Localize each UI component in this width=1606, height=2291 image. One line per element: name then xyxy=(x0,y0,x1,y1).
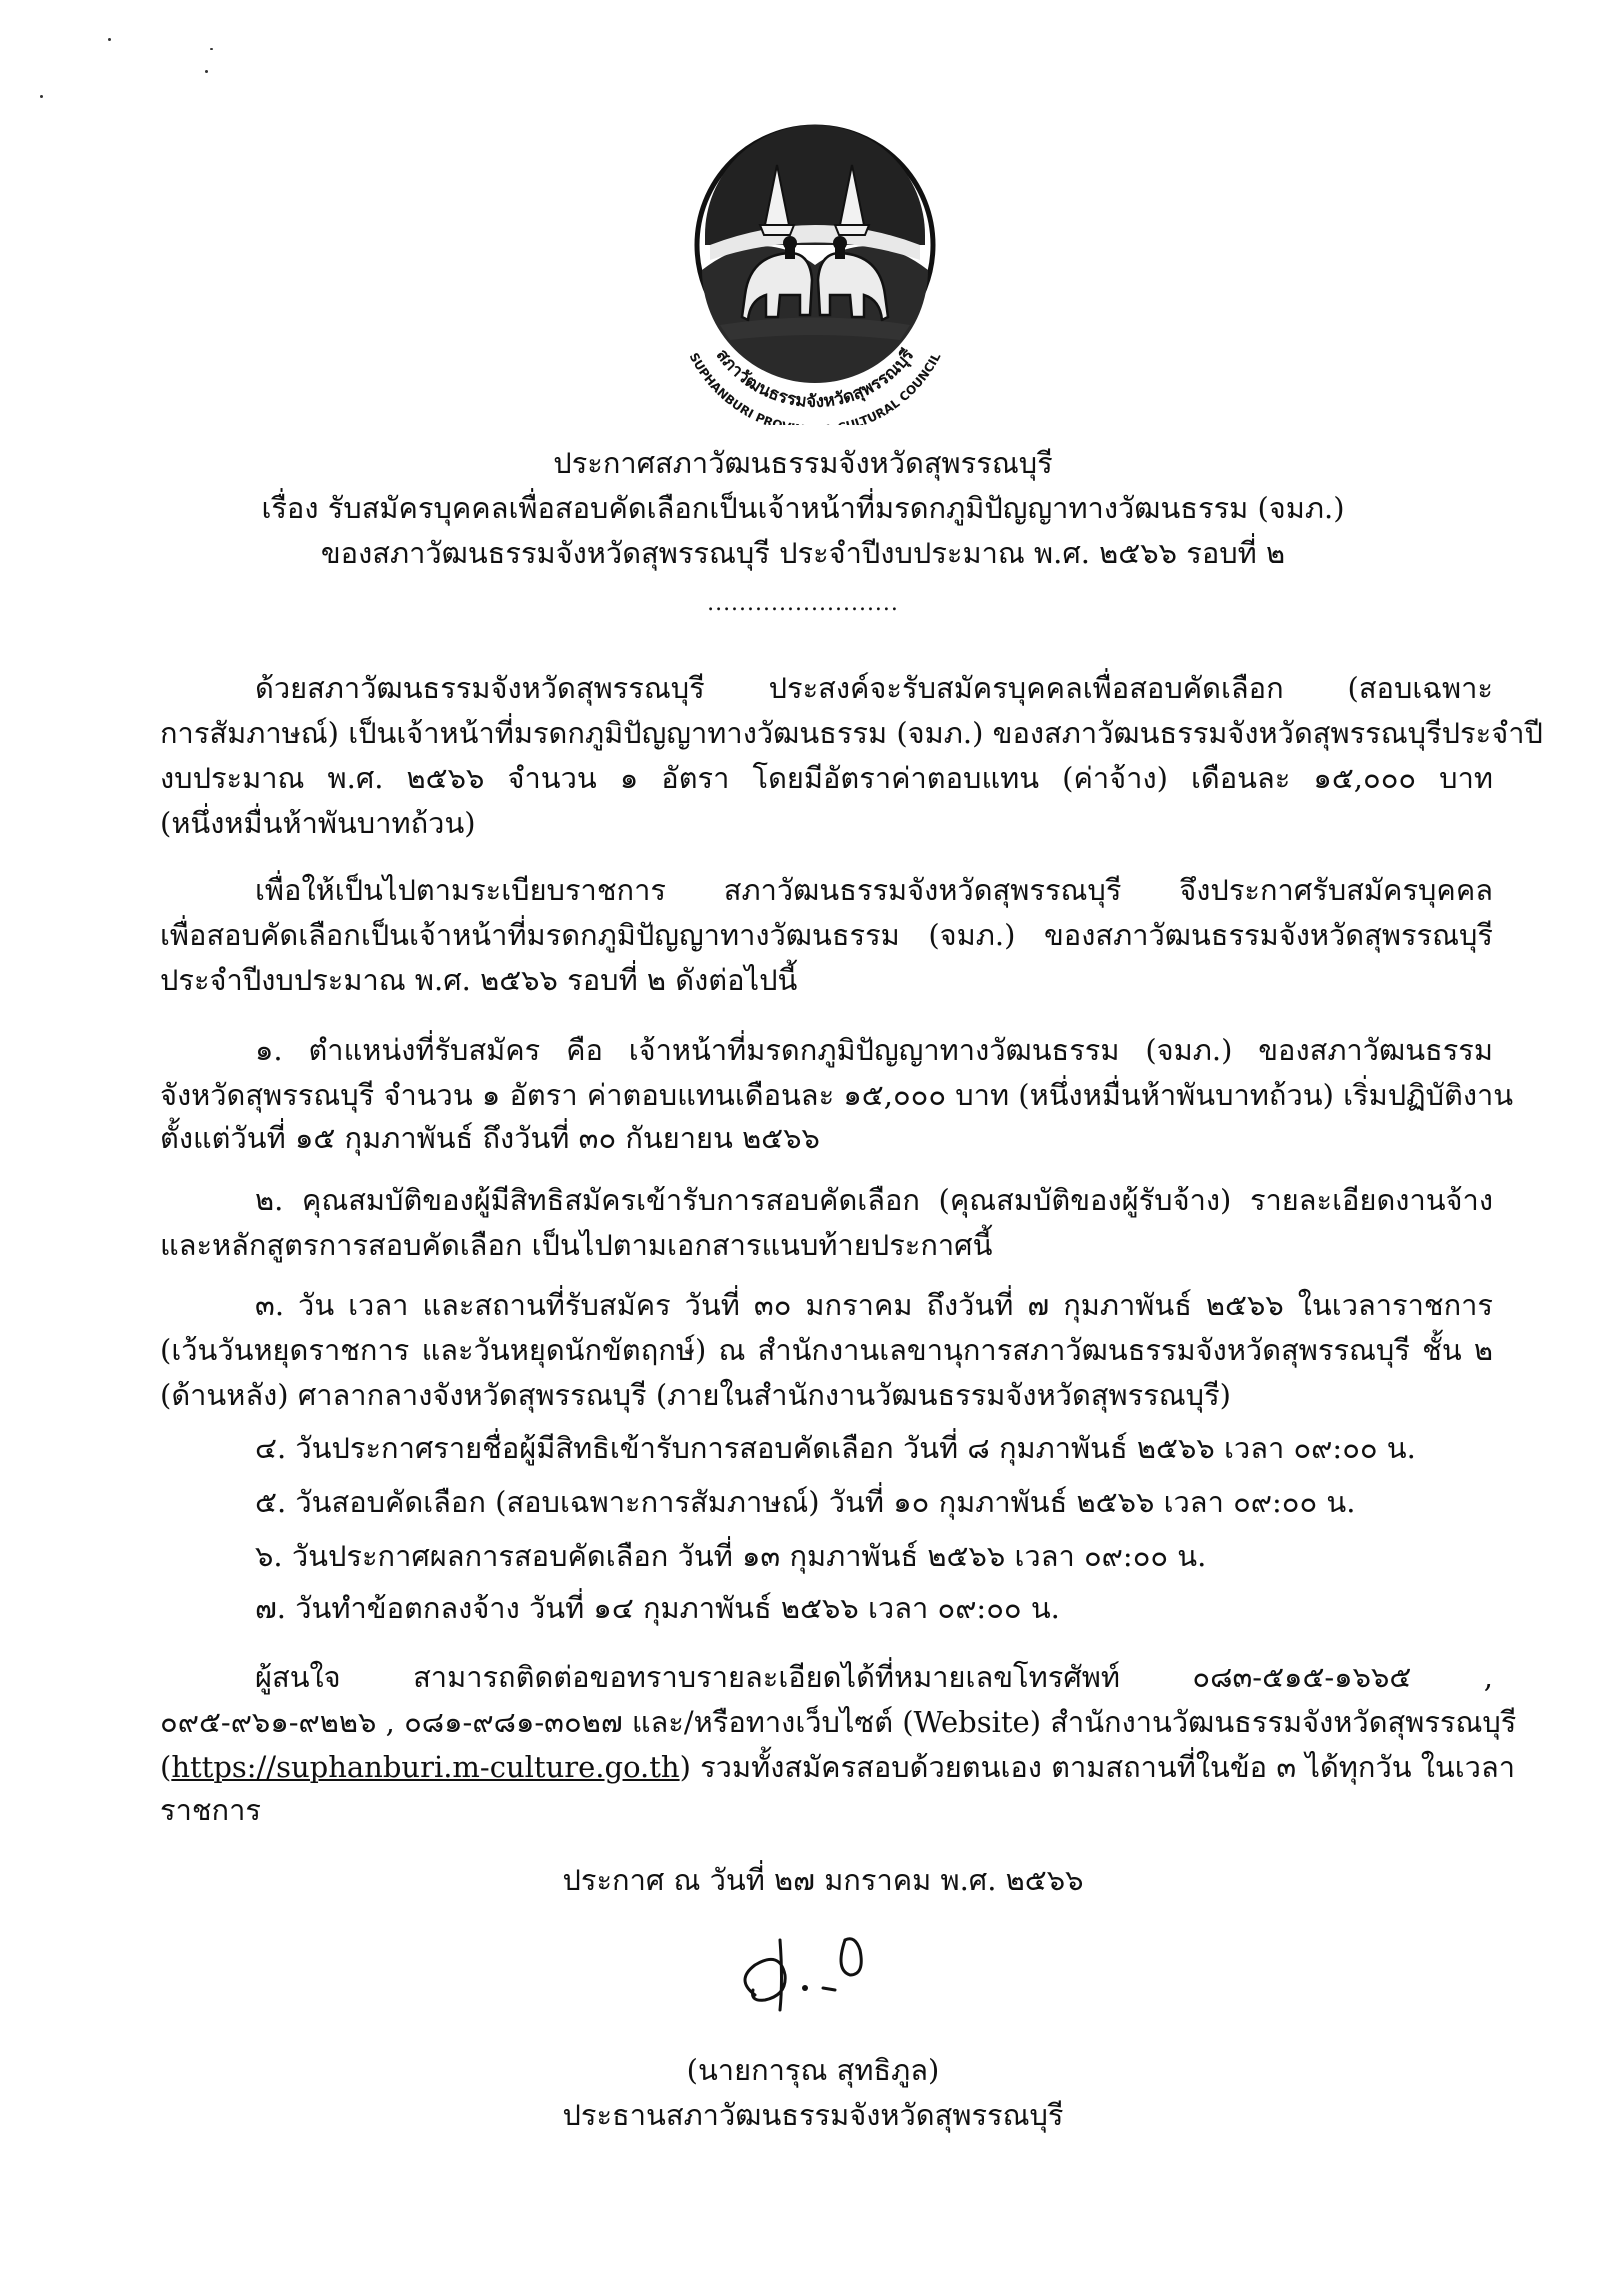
contact-line1: ผู้สนใจ สามารถติดต่อขอทราบรายละเอียดได้ที่หมายเลขโทรศัพท์ ๐๘๓-๕๑๕-๑๖๖๕ , xyxy=(255,1660,1493,1694)
announcement-title: ประกาศสภาวัฒนธรรมจังหวัดสุพรรณบุรี xyxy=(553,446,1053,480)
item3-line2: (เว้นวันหยุดราชการ และวันหยุดนักขัตฤกษ์) ณ สำนักงานเลขานุการสภาวัฒนธรรมจังหวัดสุพรรณบุรี ชั้น ๒ xyxy=(160,1333,1493,1367)
signature xyxy=(725,1920,925,2030)
url-open-paren: ( xyxy=(160,1750,172,1784)
paragraph1-line1: ด้วยสภาวัฒนธรรมจังหวัดสุพรรณบุรี ประสงค์จะรับสมัครบุคคลเพื่อสอบคัดเลือก (สอบเฉพาะ xyxy=(255,671,1493,705)
announcement-subject-continued: ของสภาวัฒนธรรมจังหวัดสุพรรณบุรี ประจำปีงบประมาณ พ.ศ. ๒๕๖๖ รอบที่ ๒ xyxy=(320,536,1286,570)
seal-thai-text: สภาวัฒนธรรมจังหวัดสุพรรณบุรี xyxy=(711,345,919,413)
contact-line3-rest: ) รวมทั้งสมัครสอบด้วยตนเอง ตามสถานที่ในข้อ ๓ ได้ทุกวัน ในเวลา xyxy=(679,1750,1516,1784)
item1-line2: จังหวัดสุพรรณบุรี จำนวน ๑ อัตรา ค่าตอบแทนเดือนละ ๑๕,๐๐๐ บาท (หนึ่งหมื่นห้าพันบาทถ้วน) เริ่มปฏิบัติงาน xyxy=(160,1078,1514,1112)
item1-line1: ๑. ตำแหน่งที่รับสมัคร คือ เจ้าหน้าที่มรดกภูมิปัญญาทางวัฒนธรรม (จมภ.) ของสภาวัฒนธรรม xyxy=(255,1033,1493,1067)
paragraph2-line1: เพื่อให้เป็นไปตามระเบียบราชการ สภาวัฒนธรรมจังหวัดสุพรรณบุรี จึงประกาศรับสมัครบุคคล xyxy=(255,873,1493,907)
paragraph1-line3: งบประมาณ พ.ศ. ๒๕๖๖ จำนวน ๑ อัตรา โดยมีอัตราค่าตอบแทน (ค่าจ้าง) เดือนละ ๑๕,๐๐๐ บาท xyxy=(160,761,1493,795)
paragraph1-line2: การสัมภาษณ์) เป็นเจ้าหน้าที่มรดกภูมิปัญญาทางวัฒนธรรม (จมภ.) ของสภาวัฒนธรรมจังหวัดสุพรรณบุรีประจำปี xyxy=(160,716,1543,750)
item2-line2: และหลักสูตรการสอบคัดเลือก เป็นไปตามเอกสารแนบท้ายประกาศนี้ xyxy=(160,1228,993,1262)
signer-name: (นายการุณ สุทธิภูล) xyxy=(686,2053,940,2087)
paragraph1-line4: (หนึ่งหมื่นห้าพันบาทถ้วน) xyxy=(160,806,476,840)
item5: ๕. วันสอบคัดเลือก (สอบเฉพาะการสัมภาษณ์) วันที่ ๑๐ กุมภาพันธ์ ๒๕๖๖ เวลา ๐๙:๐๐ น. xyxy=(255,1485,1356,1519)
signature-icon xyxy=(725,1920,925,2030)
contact-line4: ราชการ xyxy=(160,1793,261,1827)
item7: ๗. วันทำข้อตกลงจ้าง วันที่ ๑๔ กุมภาพันธ์ ๒๕๖๖ เวลา ๐๙:๐๐ น. xyxy=(255,1591,1060,1625)
scan-speck xyxy=(108,38,111,41)
paragraph2-line2: เพื่อสอบคัดเลือกเป็นเจ้าหน้าที่มรดกภูมิปัญญาทางวัฒนธรรม (จมภ.) ของสภาวัฒนธรรมจังหวัดสุพรรณบุรี xyxy=(160,918,1493,952)
scan-speck xyxy=(205,70,208,73)
seal-english-text: SUPHANBURI PRO LTURAL COUNCIL xyxy=(686,350,944,425)
website-link[interactable]: https://suphanburi.m-culture.go.th xyxy=(171,1750,680,1784)
item1-line3: ตั้งแต่วันที่ ๑๕ กุมภาพันธ์ ถึงวันที่ ๓๐ กันยายน ๒๕๖๖ xyxy=(160,1121,820,1155)
contact-line3 xyxy=(160,1747,1516,1787)
item3-line3: (ด้านหลัง) ศาลากลางจังหวัดสุพรรณบุรี (ภายในสำนักงานวัฒนธรรมจังหวัดสุพรรณบุรี) xyxy=(160,1378,1231,1412)
scan-speck xyxy=(210,48,213,50)
item6: ๖. วันประกาศผลการสอบคัดเลือก วันที่ ๑๓ กุมภาพันธ์ ๒๕๖๖ เวลา ๐๙:๐๐ น. xyxy=(255,1539,1207,1573)
announcement-subject: เรื่อง รับสมัครบุคคลเพื่อสอบคัดเลือกเป็นเจ้าหน้าที่มรดกภูมิปัญญาทางวัฒนธรรม (จมภ.) xyxy=(261,491,1345,525)
paragraph2-line3: ประจำปีงบประมาณ พ.ศ. ๒๕๖๖ รอบที่ ๒ ดังต่อไปนี้ xyxy=(160,963,798,997)
item4: ๔. วันประกาศรายชื่อผู้มีสิทธิเข้ารับการสอบคัดเลือก วันที่ ๘ กุมภาพันธ์ ๒๕๖๖ เวลา ๐๙:๐๐ น. xyxy=(255,1431,1416,1465)
council-seal xyxy=(650,95,980,425)
contact-line2: ๐๙๕-๙๖๑-๙๒๒๖ , ๐๘๑-๙๘๑-๓๐๒๗ และ/หรือทางเว็บไซต์ (Website) สำนักงานวัฒนธรรมจังหวัดสุพรรณบุรี xyxy=(160,1705,1517,1739)
seal-emblem-icon xyxy=(650,95,980,425)
header-divider: ........................ xyxy=(707,591,899,616)
scan-speck xyxy=(40,95,43,98)
item2-line1: ๒. คุณสมบัติของผู้มีสิทธิสมัครเข้ารับการสอบคัดเลือก (คุณสมบัติของผู้รับจ้าง) รายละเอียดงานจ้าง xyxy=(255,1183,1493,1217)
signer-title: ประธานสภาวัฒนธรรมจังหวัดสุพรรณบุรี xyxy=(562,2098,1064,2132)
item3-line1: ๓. วัน เวลา และสถานที่รับสมัคร วันที่ ๓๐ มกราคม ถึงวันที่ ๗ กุมภาพันธ์ ๒๕๖๖ ในเวลาราชการ xyxy=(255,1288,1493,1322)
announce-date: ประกาศ ณ วันที่ ๒๗ มกราคม พ.ศ. ๒๕๖๖ xyxy=(562,1863,1084,1897)
